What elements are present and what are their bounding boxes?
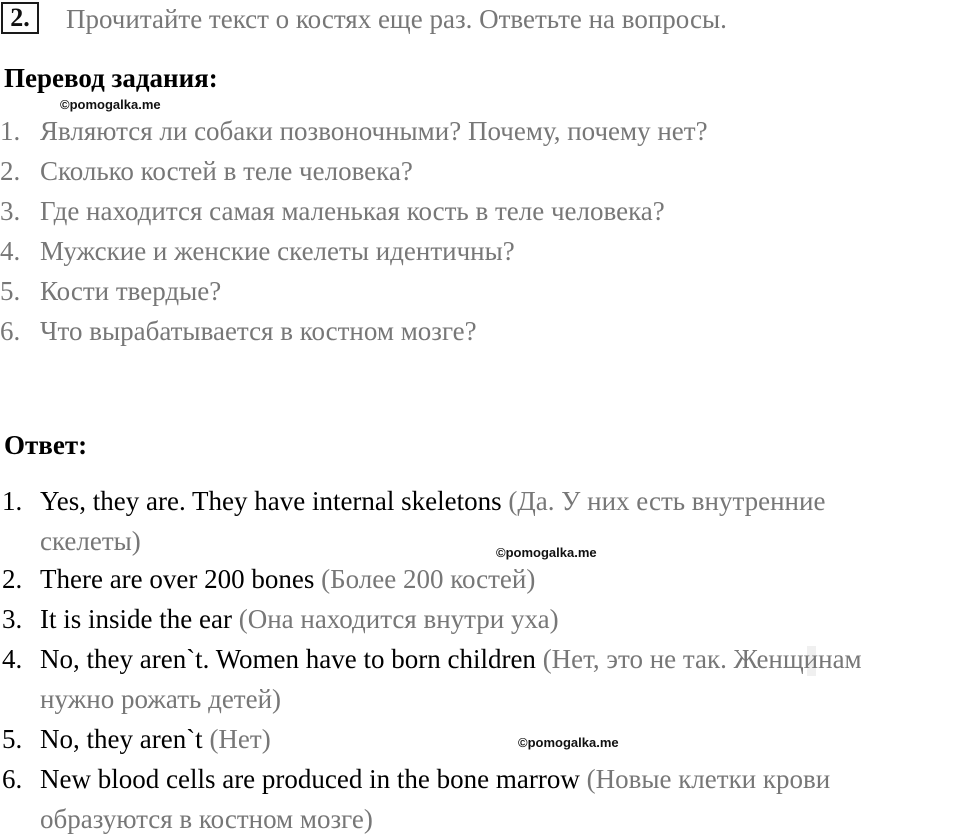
item-text: Что вырабатывается в костном мозге? xyxy=(40,316,477,346)
item-number: 1. xyxy=(0,116,21,146)
answer-number: 4. xyxy=(2,644,23,674)
item-text: Где находится самая маленькая кость в теле человека? xyxy=(40,196,665,226)
translation-item xyxy=(0,196,665,227)
answer-russian: (Нет) xyxy=(209,724,271,754)
answer-number: 6. xyxy=(2,764,23,794)
answer-russian-cont: образуются в костном мозге) xyxy=(40,804,373,834)
task-instruction: Прочитайте текст о костях еще раз. Ответьте на вопросы. xyxy=(66,4,727,34)
watermark: ©pomogalka.me xyxy=(60,97,161,112)
item-number: 4. xyxy=(0,236,21,266)
answer-english: No, they aren`t. Women have to born children xyxy=(40,644,536,674)
item-text: Мужские и женские скелеты идентичны? xyxy=(40,236,515,266)
answer-line xyxy=(40,644,862,675)
answer-russian-cont: скелеты) xyxy=(40,526,141,556)
answer-line xyxy=(40,604,559,635)
answer-russian-cont: нужно рожать детей) xyxy=(40,684,282,714)
answer-number: 3. xyxy=(2,604,23,634)
item-number: 3. xyxy=(0,196,21,226)
translation-heading: Перевод задания: xyxy=(4,63,218,93)
answer-number: 5. xyxy=(2,724,23,754)
answer-heading: Ответ: xyxy=(4,430,88,460)
answer-line xyxy=(40,724,271,755)
item-number: 6. xyxy=(0,316,21,346)
answer-english: Yes, they are. They have internal skeletons xyxy=(40,486,502,516)
answer-russian: (Да. У них есть внутренние xyxy=(508,486,826,516)
answer-line xyxy=(40,764,830,795)
item-number: 5. xyxy=(0,276,21,306)
answer-number: 1. xyxy=(2,486,23,516)
answer-russian: (Новые клетки крови xyxy=(586,764,831,794)
answer-english: It is inside the ear xyxy=(40,604,232,634)
item-text: Являются ли собаки позвоночными? Почему, почему нет? xyxy=(40,116,708,146)
answer-line xyxy=(40,486,825,517)
watermark: ©pomogalka.me xyxy=(496,545,597,560)
answer-english: New blood cells are produced in the bone marrow xyxy=(40,764,580,794)
answer-english: No, they aren`t xyxy=(40,724,203,754)
translation-item xyxy=(0,316,477,347)
translation-item xyxy=(0,276,221,307)
item-text: Кости твердые? xyxy=(40,276,222,306)
translation-item xyxy=(0,156,413,187)
translation-item xyxy=(0,116,708,147)
item-text: Сколько костей в теле человека? xyxy=(40,156,413,186)
item-number: 2. xyxy=(0,156,21,186)
answer-line xyxy=(40,564,535,595)
answer-russian: (Она находится внутри уха) xyxy=(238,604,559,634)
task-number-box: 2. xyxy=(1,2,39,34)
answer-english: There are over 200 bones xyxy=(40,564,315,594)
answer-number: 2. xyxy=(2,564,23,594)
translation-item xyxy=(0,236,515,267)
answer-russian: (Более 200 костей) xyxy=(321,564,536,594)
answer-russian: (Нет, это не так. Женщинам xyxy=(542,644,862,674)
watermark: ©pomogalka.me xyxy=(518,735,619,750)
